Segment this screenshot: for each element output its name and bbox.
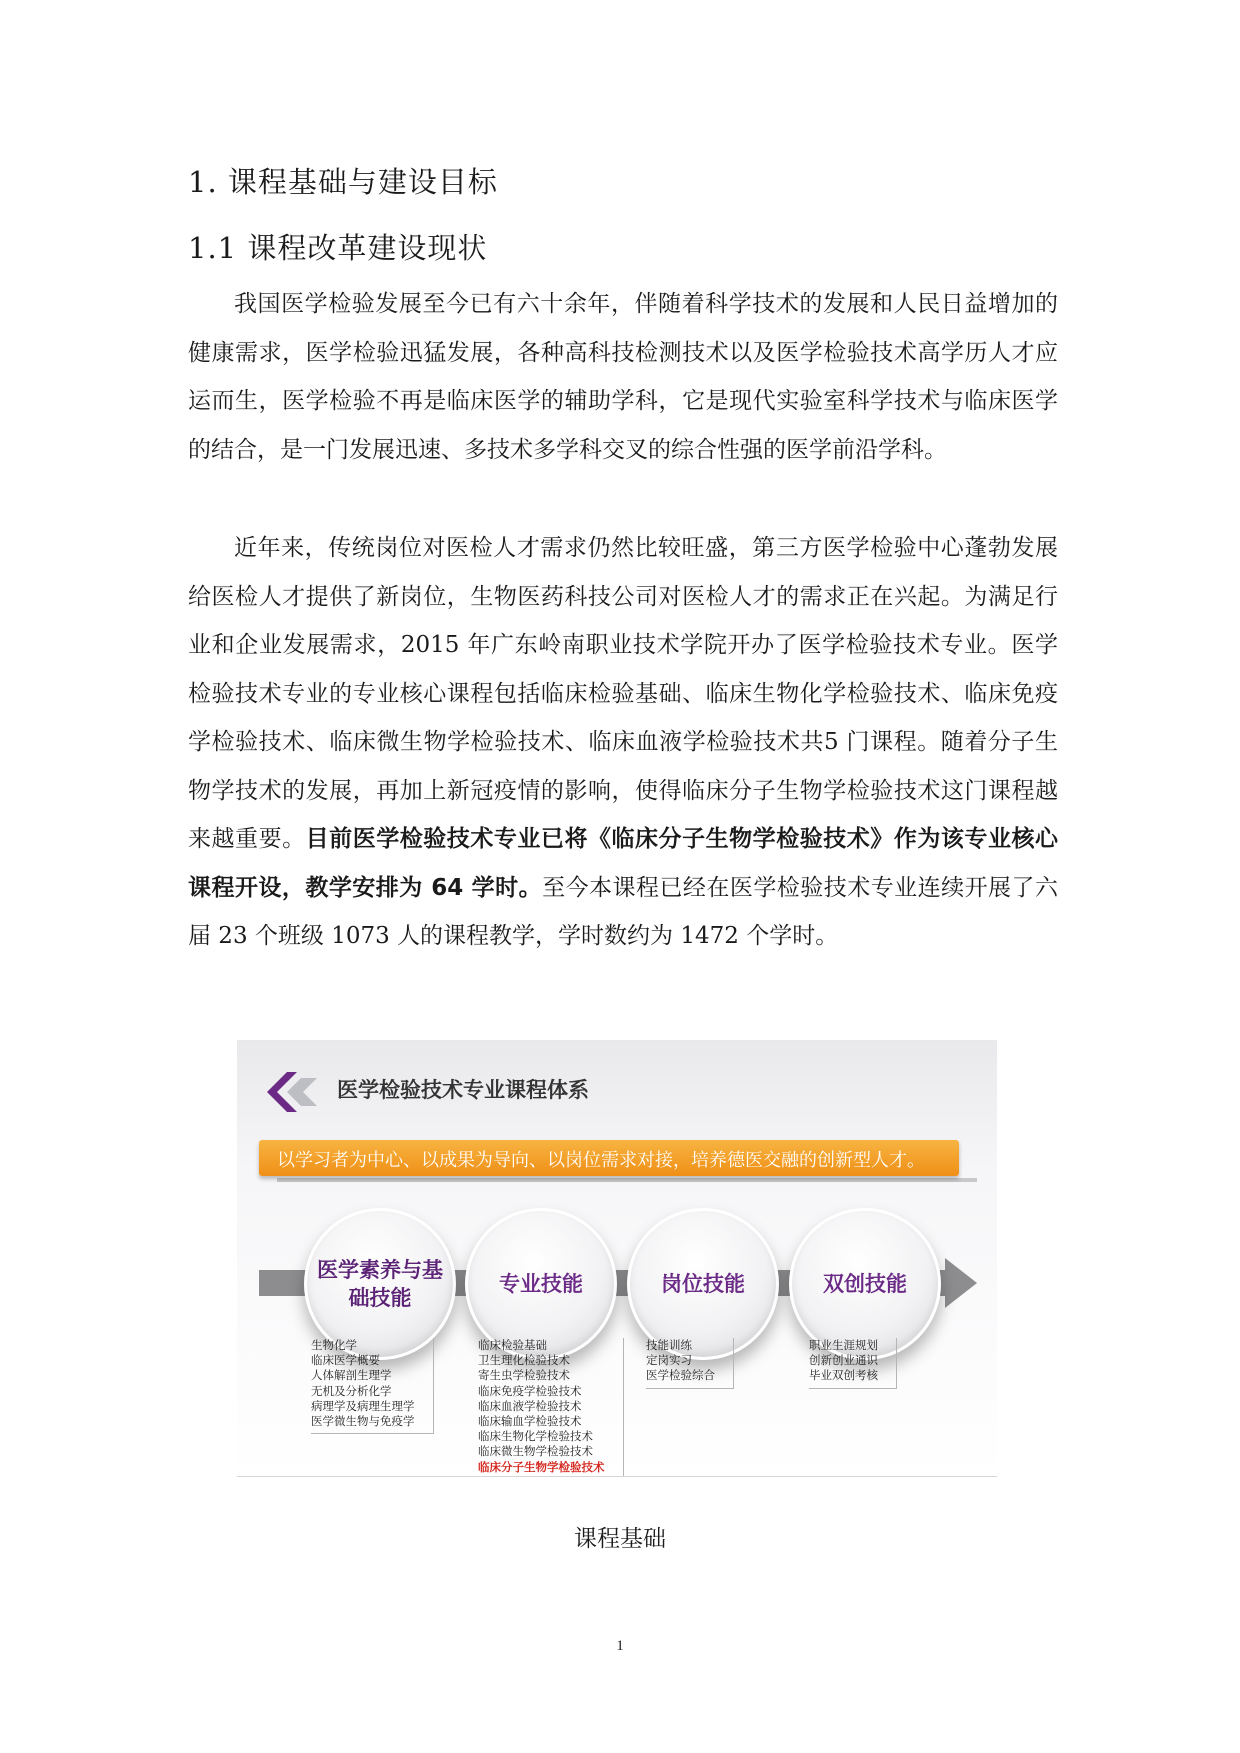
list-item: 医学检验综合 bbox=[646, 1368, 715, 1383]
chevron-logo-icon bbox=[265, 1070, 329, 1114]
list-item: 人体解剖生理学 bbox=[311, 1368, 392, 1383]
stage-label: 双创技能 bbox=[823, 1272, 907, 1296]
list-item: 卫生理化检验技术 bbox=[478, 1353, 570, 1368]
banner-shadow bbox=[277, 1178, 977, 1182]
list-item: 创新创业通识 bbox=[809, 1353, 878, 1368]
arrow-right-icon bbox=[945, 1258, 977, 1308]
list-item: 寄生虫学检验技术 bbox=[478, 1368, 570, 1383]
paragraph-1: 我国医学检验发展至今已有六十余年，伴随着科学技术的发展和人民日益增加的健康需求，医学检验迅猛发展，各种高科技检测技术以及医学检验技术高学历人才应运而生，医学检验不再是临床医学的辅助学科，它是现代实验室科学技术与临床医学的结合，是一门发展迅速、多技术多学科交叉的综合性强的医学前沿学科。 bbox=[188, 291, 1058, 463]
list-item: 临床微生物学检验技术 bbox=[478, 1444, 593, 1459]
list-item-highlight: 临床分子生物学检验技术 bbox=[478, 1459, 605, 1474]
list-item: 临床医学概要 bbox=[311, 1353, 380, 1368]
figure-caption: 课程基础 bbox=[574, 1526, 666, 1552]
course-list-professional bbox=[478, 1338, 624, 1477]
list-item: 毕业双创考核 bbox=[809, 1368, 878, 1383]
list-item: 定岗实习 bbox=[646, 1353, 692, 1368]
paragraph-2 bbox=[188, 524, 1058, 961]
stage-label: 专业技能 bbox=[499, 1272, 583, 1296]
stage-label: 岗位技能 bbox=[661, 1272, 745, 1296]
list-item: 职业生涯规划 bbox=[809, 1338, 878, 1352]
curriculum-figure bbox=[237, 1040, 997, 1477]
list-item: 临床检验基础 bbox=[478, 1338, 547, 1352]
subsection-heading: 1.1 课程改革建设现状 bbox=[188, 231, 488, 265]
mission-banner bbox=[259, 1140, 959, 1176]
course-list-basic bbox=[311, 1338, 434, 1434]
list-item: 技能训练 bbox=[646, 1338, 692, 1352]
list-item: 医学微生物与免疫学 bbox=[311, 1414, 415, 1429]
stage-label: 医学素养与基础技能 bbox=[317, 1258, 443, 1310]
section-heading: 1. 课程基础与建设目标 bbox=[188, 165, 498, 199]
list-item: 无机及分析化学 bbox=[311, 1383, 392, 1398]
page-number: 1 bbox=[616, 1638, 624, 1654]
paragraph-2-text-b: 至今本课程已经在医学检验技术专业连续开展了六届 23 个班级 1073 人的课程教学，学时数约为 1472 个学时。 bbox=[188, 874, 1058, 949]
paragraph-2-text-a: 近年来，传统岗位对医检人才需求仍然比较旺盛，第三方医学检验中心蓬勃发展给医检人才提供了新岗位，生物医药科技公司对医检人才的需求正在兴起。为满足行业和企业发展需求，2015 年广东岭南职业技术学院开办了医学检验技术专业。医学检验技术专业的专业核心课程包括临床检验基础、临床生物化学检验技术、临床免疫学检验技术、临床微生物学检验技术、临床血液学检验技术共5 门课程。随着分子生物学技术的发展，再加上新冠疫情的影响，使得临床分子生物学检验技术这门课程越来越重要。 bbox=[188, 535, 1058, 852]
course-list-position bbox=[646, 1338, 734, 1389]
paragraph-2-bold: 目前医学检验技术专业已将《临床分子生物学检验技术》作为该专业核心课程开设，教学安排为 64 学时。 bbox=[188, 826, 1059, 901]
list-item: 临床免疫学检验技术 bbox=[478, 1383, 582, 1398]
figure-title: 医学检验技术专业课程体系 bbox=[337, 1078, 589, 1102]
list-item: 临床输血学检验技术 bbox=[478, 1414, 582, 1429]
list-item: 临床血液学检验技术 bbox=[478, 1398, 582, 1413]
list-item: 临床生物化学检验技术 bbox=[478, 1429, 593, 1444]
list-item: 病理学及病理生理学 bbox=[311, 1398, 415, 1413]
list-item: 生物化学 bbox=[311, 1338, 357, 1352]
mission-banner-text: 以学习者为中心、以成果为导向、以岗位需求对接，培养德医交融的创新型人才。 bbox=[277, 1150, 925, 1171]
course-list-innovation bbox=[809, 1338, 897, 1389]
